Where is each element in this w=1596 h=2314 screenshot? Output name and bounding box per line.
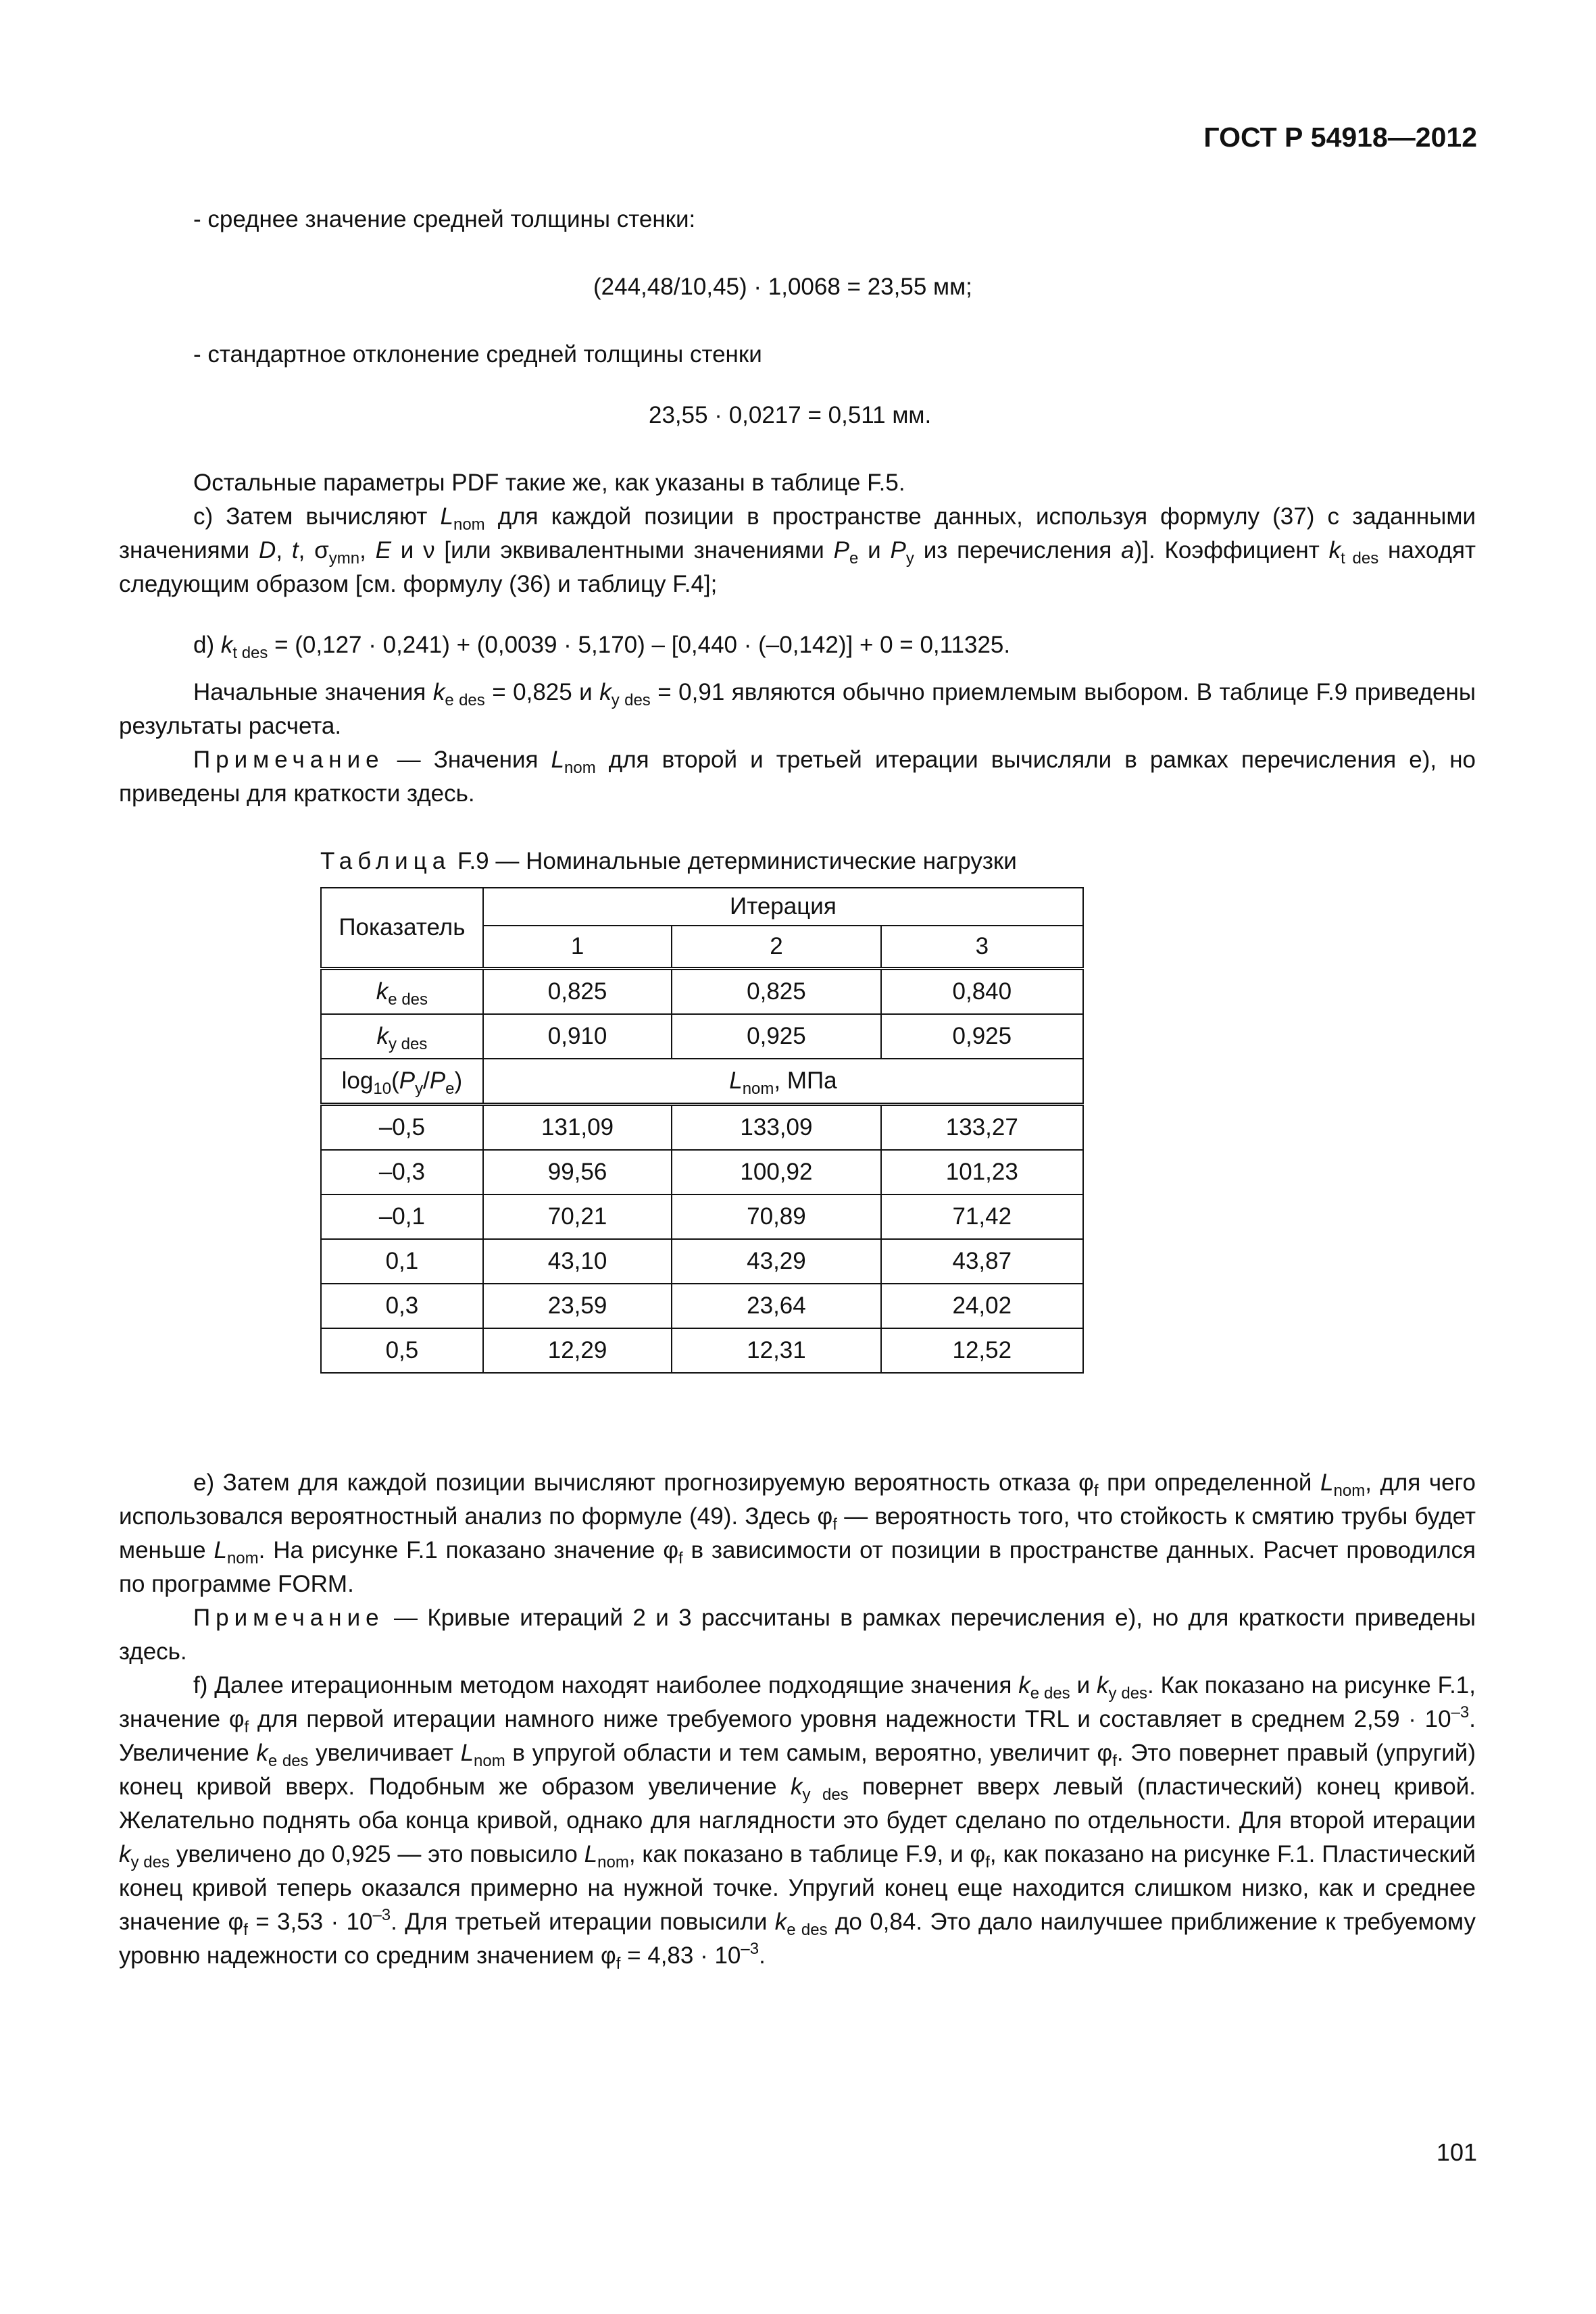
table-cell: 23,59 (483, 1284, 672, 1328)
lnom-header: $L_{nom}$, МПа (483, 1059, 1083, 1105)
table-cell: 43,10 (483, 1239, 672, 1284)
paragraph-c: c) Затем вычисляют $L_{nom}$ для каждой позиции в пространстве данных, используя формулу (37) с заданными значениями D, t, $\sigma_{ymn}$, E и ν [или эквивалентными значениями $P_e$ и $P_y$ из перечисления а)]. Коэффициент $k_{t des}$ находят следующим образом [см. формулу (36) и таблицу F.4]; (119, 503, 1476, 597)
table-cell: 131,09 (483, 1105, 672, 1151)
table-cell: 0,910 (483, 1014, 672, 1059)
iteration-number: 3 (881, 926, 1083, 969)
table-row (321, 1150, 1083, 1194)
table-cell: 43,87 (881, 1239, 1083, 1284)
table-row (321, 1105, 1083, 1151)
iteration-number: 1 (483, 926, 672, 969)
mean-formula: (244,48/10,45) · 1,0068 = 23,55 мм; (593, 274, 972, 300)
table-cell: 12,29 (483, 1328, 672, 1373)
document-header-id: ГОСТ Р 54918—2012 (1203, 122, 1477, 153)
table-cell: 0,840 (881, 969, 1083, 1015)
table-cell: 101,23 (881, 1150, 1083, 1194)
table-cell: 0,825 (672, 969, 880, 1015)
table-cell: 133,09 (672, 1105, 880, 1151)
table-row-log-header (321, 1059, 1083, 1105)
table-cell: 70,21 (483, 1194, 672, 1239)
table-cell: 12,31 (672, 1328, 880, 1373)
table-cell: 99,56 (483, 1150, 672, 1194)
table-cell: 71,42 (881, 1194, 1083, 1239)
table-row (321, 1284, 1083, 1328)
table-cell: 0,825 (483, 969, 672, 1015)
table-cell: 24,02 (881, 1284, 1083, 1328)
paragraph-initial-values: Начальные значения $k_{e des} = 0,825$ и $k_{y des} = 0,91$ являются обычно приемлемым выбором. В таблице F.9 приведены результаты расчета. (119, 679, 1476, 739)
table-cell: 0,925 (672, 1014, 880, 1059)
page-number: 101 (1436, 2138, 1477, 2166)
paragraph-other-params: Остальные параметры PDF такие же, как указаны в таблице F.5. (193, 470, 905, 496)
table-row-ke (321, 969, 1083, 1015)
col-header-iteration: Итерация (483, 888, 1083, 926)
col-header-indicator: Показатель (321, 888, 483, 969)
table-f9 (320, 887, 1084, 1374)
table-cell: –0,3 (321, 1150, 483, 1194)
table-caption: Таблица F.9 — Номинальные детерминистические нагрузки (320, 848, 1017, 874)
table-cell: 0,3 (321, 1284, 483, 1328)
table-row (321, 1239, 1083, 1284)
row-label-ky: $k_{y des}$ (321, 1014, 483, 1059)
mean-label: - среднее значение средней толщины стенки: (193, 206, 696, 232)
iteration-number: 2 (672, 926, 880, 969)
sd-label: - стандартное отклонение средней толщины стенки (193, 341, 762, 368)
table-cell: 23,64 (672, 1284, 880, 1328)
table-cell: 70,89 (672, 1194, 880, 1239)
formula-d: d) $k_{t des} = (0,127 \cdot 0,241) + (0,0039 \cdot 5,170) - [0,440 \cdot (-0,142)] + 0 = 0,11325$. (193, 632, 1011, 662)
table-cell: 100,92 (672, 1150, 880, 1194)
note-2: Примечание — Кривые итераций 2 и 3 рассчитаны в рамках перечисления е), но для краткости приведены здесь. (119, 1605, 1476, 1665)
table-cell: –0,1 (321, 1194, 483, 1239)
paragraph-f: f) Далее итерационным методом находят наиболее подходящие значения $k_{e des}$ и $k_{y des}$. Как показано на рисунке F.1, значение $\varphi_f$ для первой итерации намного ниже требуемого уровня надежности TRL и составляет в среднем $2,59 \cdot 10^{-3}$. Увеличение $k_{e des}$ увеличивает $L_{nom}$ в упругой области и тем самым, вероятно, увеличит $\varphi_f$. Это повернет правый (упругий) конец кривой вверх. Подобным же образом увеличение $k_{y des}$ повернет вверх левый (пластический) конец кривой. Желательно поднять оба конца кривой, однако для наглядности это будет сделано по отдельности. Для второй итерации $k_{y des}$ увеличено до 0,925 — это повысило $L_{nom}$, как показано в таблице F.9, и $\varphi_f$, как показано на рисунке F.1. Пластический конец кривой теперь оказался примерно на нужной точке. Упругий конец еще находится слишком низко, как и среднее значение $\varphi_f = 3,53 \cdot 10^{-3}$. Для третьей итерации повысили $k_{e des}$ до 0,84. Это дало наилучшее приближение к требуемому уровню надежности со средним значением $\varphi_f = 4,83 \cdot 10^{-3}$. (119, 1672, 1476, 1973)
table-cell: 133,27 (881, 1105, 1083, 1151)
table-cell: –0,5 (321, 1105, 483, 1151)
sd-formula: 23,55 · 0,0217 = 0,511 мм. (649, 402, 932, 428)
table-row-ky (321, 1014, 1083, 1059)
table-cell: 12,52 (881, 1328, 1083, 1373)
paragraph-e: e) Затем для каждой позиции вычисляют прогнозируемую вероятность отказа $\varphi_f$ при определенной $L_{nom}$, для чего использовался вероятностный анализ по формуле (49). Здесь $\varphi_f$ — вероятность того, что стойкость к смятию трубы будет меньше $L_{nom}$. На рисунке F.1 показано значение $\varphi_f$ в зависимости от позиции в пространстве данных. Расчет проводился по программе FORM. (119, 1469, 1476, 1597)
table-cell: 43,29 (672, 1239, 880, 1284)
row-label-ke: $k_{e des}$ (321, 969, 483, 1015)
note-1: Примечание — Значения $L_{nom}$ для второй и третьей итерации вычисляли в рамках перечисления е), но приведены для краткости здесь. (119, 747, 1476, 807)
table-cell: 0,925 (881, 1014, 1083, 1059)
table-cell: 0,1 (321, 1239, 483, 1284)
table-cell: 0,5 (321, 1328, 483, 1373)
log-ratio-label: $\log_{10}(P_y/P_e)$ (321, 1059, 483, 1105)
table-row (321, 1194, 1083, 1239)
table-row (321, 1328, 1083, 1373)
